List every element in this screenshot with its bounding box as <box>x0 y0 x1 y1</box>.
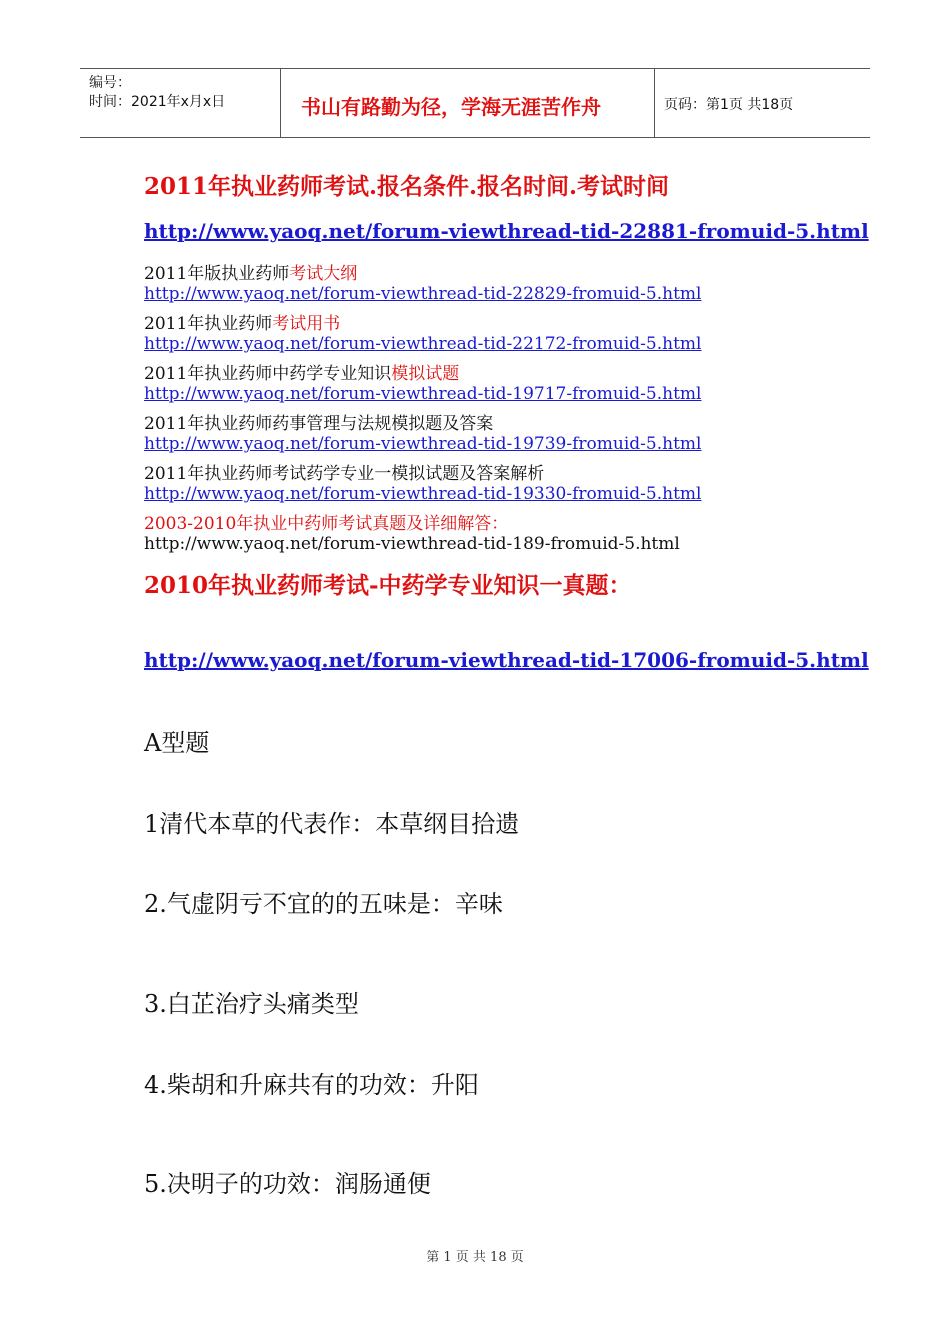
item-1-highlight: 考试大纲 <box>289 264 358 284</box>
item-3-highlight: 模拟试题 <box>391 364 460 384</box>
header-page-cell <box>655 69 870 137</box>
question-1: 1清代本草的代表作：本草纲目拾遗 <box>144 810 520 838</box>
motto: 书山有路勤为径，学海无涯苦作舟 <box>301 95 601 119</box>
page-info: 页码：第1页 共18页 <box>664 97 794 113</box>
main-title: 2011年执业药师考试.报名条件.报名时间.考试时间 <box>144 173 670 200</box>
question-3: 3.白芷治疗头痛类型 <box>144 990 359 1018</box>
exam-answers-label: 2003-2010年执业中药师考试真题及详细解答： <box>144 514 509 534</box>
header-motto-cell <box>280 69 655 137</box>
item-4-text: 2011年执业药师药事管理与法规模拟题及答案 <box>144 414 494 434</box>
item-2-text <box>144 309 340 334</box>
document-header <box>80 68 870 138</box>
main-title-link[interactable]: http://www.yaoq.net/forum-viewthread-tid-22881-fromuid-5.html <box>144 219 869 243</box>
item-3-text <box>144 359 459 384</box>
section2-link[interactable]: http://www.yaoq.net/forum-viewthread-tid-17006-fromuid-5.html <box>144 648 869 672</box>
exam-answers-url: http://www.yaoq.net/forum-viewthread-tid-189-fromuid-5.html <box>144 534 680 554</box>
item-2-highlight: 考试用书 <box>272 314 341 334</box>
item-4-link[interactable]: http://www.yaoq.net/forum-viewthread-tid-19739-fromuid-5.html <box>144 434 702 454</box>
item-2-link[interactable]: http://www.yaoq.net/forum-viewthread-tid-22172-fromuid-5.html <box>144 334 702 354</box>
item-3-link[interactable]: http://www.yaoq.net/forum-viewthread-tid-19717-fromuid-5.html <box>144 384 702 404</box>
item-1-text <box>144 259 357 284</box>
item-2-prefix: 2011年执业药师 <box>144 314 273 334</box>
item-1-link[interactable]: http://www.yaoq.net/forum-viewthread-tid-22829-fromuid-5.html <box>144 284 702 304</box>
question-5: 5.决明子的功效：润肠通便 <box>144 1170 431 1198</box>
item-5-link[interactable]: http://www.yaoq.net/forum-viewthread-tid-19330-fromuid-5.html <box>144 484 702 504</box>
section2-title: 2010年执业药师考试-中药学专业知识一真题： <box>144 572 632 599</box>
number-label: 编号： <box>89 75 131 91</box>
header-meta-cell <box>80 69 280 137</box>
page-footer: 第 1 页 共 18 页 <box>426 1250 524 1265</box>
question-4: 4.柴胡和升麻共有的功效：升阳 <box>144 1071 479 1099</box>
item-5-text: 2011年执业药师考试药学专业一模拟试题及答案解析 <box>144 464 545 484</box>
time-label: 时间：2021年x月x日 <box>89 94 226 110</box>
item-3-prefix: 2011年执业药师中药学专业知识 <box>144 364 392 384</box>
question-2: 2.气虚阴亏不宜的的五味是：辛味 <box>144 890 503 918</box>
item-1-prefix: 2011年版执业药师 <box>144 264 290 284</box>
question-type-label: A型题 <box>144 729 210 757</box>
